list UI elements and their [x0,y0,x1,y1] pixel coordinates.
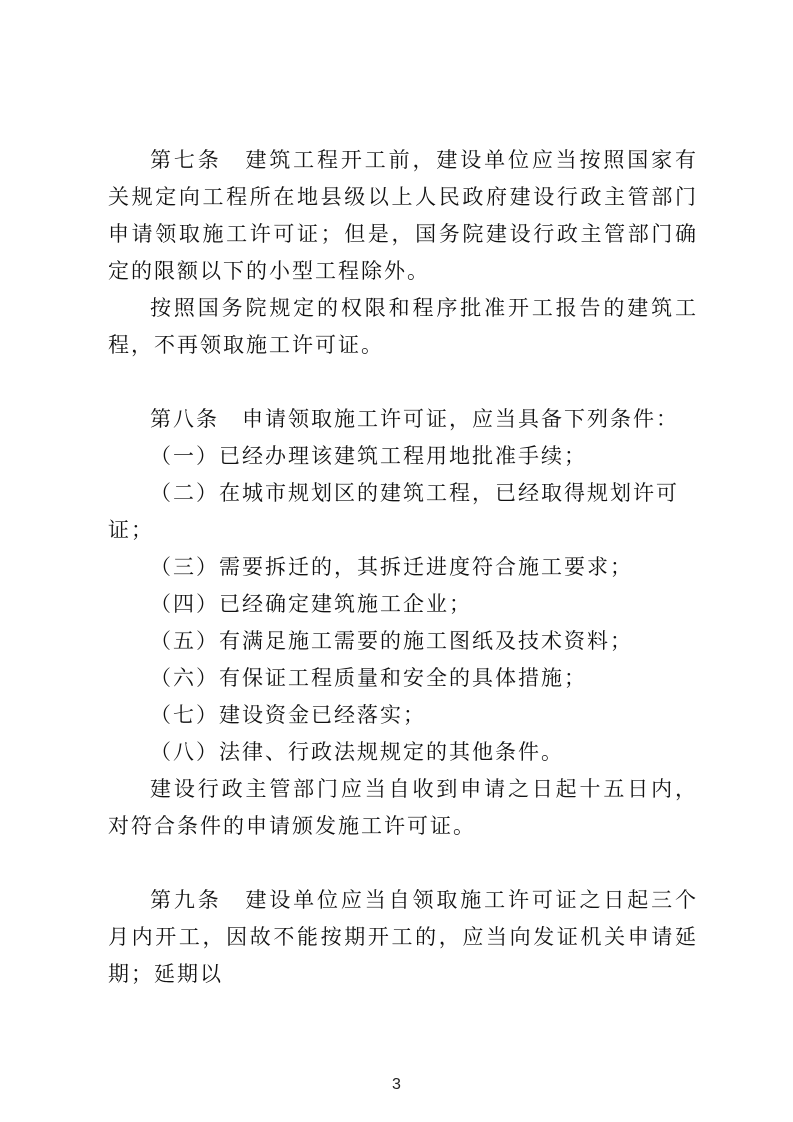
article-7-paragraph-2: 按照国务院规定的权限和程序批准开工报告的建筑工程，不再领取施工许可证。 [108,296,698,357]
article-8-closing: 建设行政主管部门应当自收到申请之日起十五日内，对符合条件的申请颁发施工许可证。 [108,777,698,838]
article-8-item-5: （五）有满足施工需要的施工图纸及技术资料； [150,629,633,653]
article-8-item-6: （六）有保证工程质量和安全的具体措施； [150,666,587,690]
article-8-item-4: （四）已经确定建筑施工企业； [150,592,472,616]
article-8-item-2: （二）在城市规划区的建筑工程，已经取得规划许可证； [108,481,679,542]
article-8-intro: 第八条 申请领取施工许可证，应当具备下列条件： [150,407,679,431]
paragraph-gap [108,845,698,882]
article-7-paragraph-1: 第七条 建筑工程开工前，建设单位应当按照国家有关规定向工程所在地县级以上人民政府建设行政主管部门申请领取施工许可证；但是，国务院建设行政主管部门确定的限额以下的小型工程除外。 [108,148,698,283]
article-8-item-8: （八）法律、行政法规规定的其他条件。 [150,740,564,764]
page-number: 3 [392,1076,401,1093]
paragraph-gap [108,364,698,401]
article-8-item-1: （一）已经办理该建筑工程用地批准手续； [150,444,587,468]
article-8-item-7: （七）建设资金已经落实； [150,703,426,727]
document-body [108,142,698,993]
article-9-paragraph-1: 第九条 建设单位应当自领取施工许可证之日起三个月内开工，因故不能按期开工的，应当向发证机关申请延期；延期以 [108,888,698,986]
article-8-item-3: （三）需要拆迁的，其拆迁进度符合施工要求； [150,555,633,579]
